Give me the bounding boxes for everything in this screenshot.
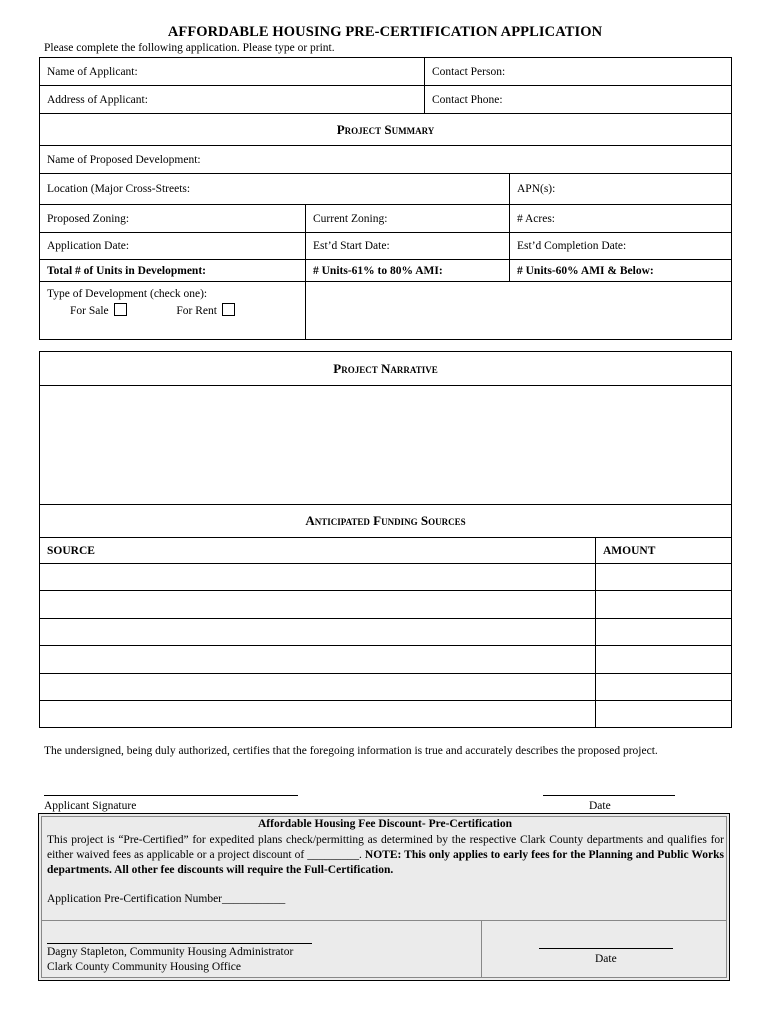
- units-61-80-label: # Units-61% to 80% AMI:: [313, 264, 443, 277]
- development-type-field: [40, 282, 306, 340]
- source-column-header: SOURCE: [40, 538, 596, 564]
- administrator-date-line[interactable]: [539, 948, 673, 949]
- administrator-date-label: Date: [595, 953, 617, 965]
- administrator-signature-line[interactable]: [47, 943, 312, 944]
- signature-divider: [481, 920, 482, 978]
- funding-source-input[interactable]: [40, 619, 596, 646]
- for-sale-checkbox[interactable]: [114, 303, 127, 316]
- applicant-date-label: Date: [589, 800, 611, 812]
- funding-source-input[interactable]: [40, 674, 596, 701]
- pre-certification-text: [47, 833, 724, 878]
- current-zoning-label: Current Zoning:: [313, 212, 388, 225]
- for-rent-label: For Rent: [176, 305, 217, 317]
- funding-amount-input[interactable]: [596, 701, 732, 728]
- project-narrative-heading: Project Narrative: [40, 352, 732, 386]
- location-label: Location (Major Cross-Streets:: [47, 183, 191, 195]
- completion-date-field[interactable]: [510, 233, 732, 260]
- applicant-address-label: Address of Applicant:: [47, 93, 148, 106]
- administrator-block: [47, 945, 293, 975]
- project-summary-table: [39, 113, 732, 340]
- pre-certification-box: [38, 813, 730, 981]
- amount-column-header: AMOUNT: [596, 538, 732, 564]
- development-type-label: Type of Development (check one):: [47, 288, 208, 300]
- pre-certification-heading: Affordable Housing Fee Discount- Pre-Certification: [257, 818, 513, 830]
- form-title: AFFORDABLE HOUSING PRE-CERTIFICATION APPLICATION: [167, 24, 603, 40]
- funding-amount-input[interactable]: [596, 564, 732, 591]
- pre-certification-note: NOTE: This only applies to early fees for the Planning and Public Works departments. All other fee discounts will require the Full-Certification.: [47, 849, 724, 876]
- development-name-field[interactable]: [40, 146, 732, 174]
- pre-certification-description: This project is “Pre-Certified” for expedited plans check/permitting as determined by the respective Clark County departments and qualifies for either waived fees as applicable or a project discount of _________.: [47, 834, 724, 861]
- applicant-name-label: Name of Applicant:: [47, 65, 138, 78]
- pre-certification-number-field[interactable]: Application Pre-Certification Number___________: [47, 893, 286, 905]
- contact-person-label: Contact Person:: [432, 65, 506, 78]
- units-60-field[interactable]: [510, 260, 732, 282]
- applicant-address-field[interactable]: [40, 86, 425, 114]
- applicant-table: [39, 57, 732, 114]
- for-rent-checkbox[interactable]: [222, 303, 235, 316]
- for-sale-label: For Sale: [70, 305, 109, 317]
- total-units-field[interactable]: [40, 260, 306, 282]
- units-61-80-field[interactable]: [306, 260, 510, 282]
- project-summary-heading: Project Summary: [40, 114, 732, 146]
- certification-statement: The undersigned, being duly authorized, certifies that the foregoing information is true and accurately describes the proposed project.: [44, 745, 658, 757]
- application-date-label: Application Date:: [47, 240, 130, 252]
- development-type-blank[interactable]: [306, 282, 732, 340]
- start-date-label: Est’d Start Date:: [313, 240, 390, 252]
- start-date-field[interactable]: [306, 233, 510, 260]
- completion-date-label: Est’d Completion Date:: [517, 240, 627, 252]
- project-narrative-textarea[interactable]: [40, 386, 732, 505]
- contact-person-field[interactable]: [425, 58, 732, 86]
- office-name: Clark County Community Housing Office: [47, 961, 242, 973]
- development-name-label: Name of Proposed Development:: [47, 153, 201, 166]
- applicant-signature-label: Applicant Signature: [44, 800, 137, 812]
- signature-row-divider: [41, 920, 727, 921]
- total-units-label: Total # of Units in Development:: [47, 264, 206, 277]
- applicant-signature-line[interactable]: [44, 795, 298, 796]
- form-instructions: Please complete the following application. Please type or print.: [44, 42, 335, 54]
- funding-amount-input[interactable]: [596, 619, 732, 646]
- funding-amount-input[interactable]: [596, 674, 732, 701]
- narrative-funding-table: [39, 351, 732, 728]
- funding-amount-input[interactable]: [596, 591, 732, 619]
- applicant-name-field[interactable]: [40, 58, 425, 86]
- apn-field[interactable]: [510, 174, 732, 205]
- proposed-zoning-label: Proposed Zoning:: [47, 212, 130, 225]
- contact-phone-field[interactable]: [425, 86, 732, 114]
- administrator-name: Dagny Stapleton, Community Housing Administrator: [47, 946, 294, 958]
- funding-source-input[interactable]: [40, 591, 596, 619]
- funding-source-input[interactable]: [40, 646, 596, 674]
- contact-phone-label: Contact Phone:: [432, 93, 503, 106]
- acres-field[interactable]: [510, 205, 732, 233]
- application-date-field[interactable]: [40, 233, 306, 260]
- applicant-date-line[interactable]: [543, 795, 675, 796]
- funding-amount-input[interactable]: [596, 646, 732, 674]
- proposed-zoning-field[interactable]: [40, 205, 306, 233]
- location-field[interactable]: [40, 174, 510, 205]
- funding-source-input[interactable]: [40, 564, 596, 591]
- acres-label: # Acres:: [517, 212, 556, 225]
- units-60-label: # Units-60% AMI & Below:: [517, 264, 654, 277]
- current-zoning-field[interactable]: [306, 205, 510, 233]
- funding-source-input[interactable]: [40, 701, 596, 728]
- apn-label: APN(s):: [517, 183, 556, 195]
- funding-sources-heading: Anticipated Funding Sources: [40, 505, 732, 538]
